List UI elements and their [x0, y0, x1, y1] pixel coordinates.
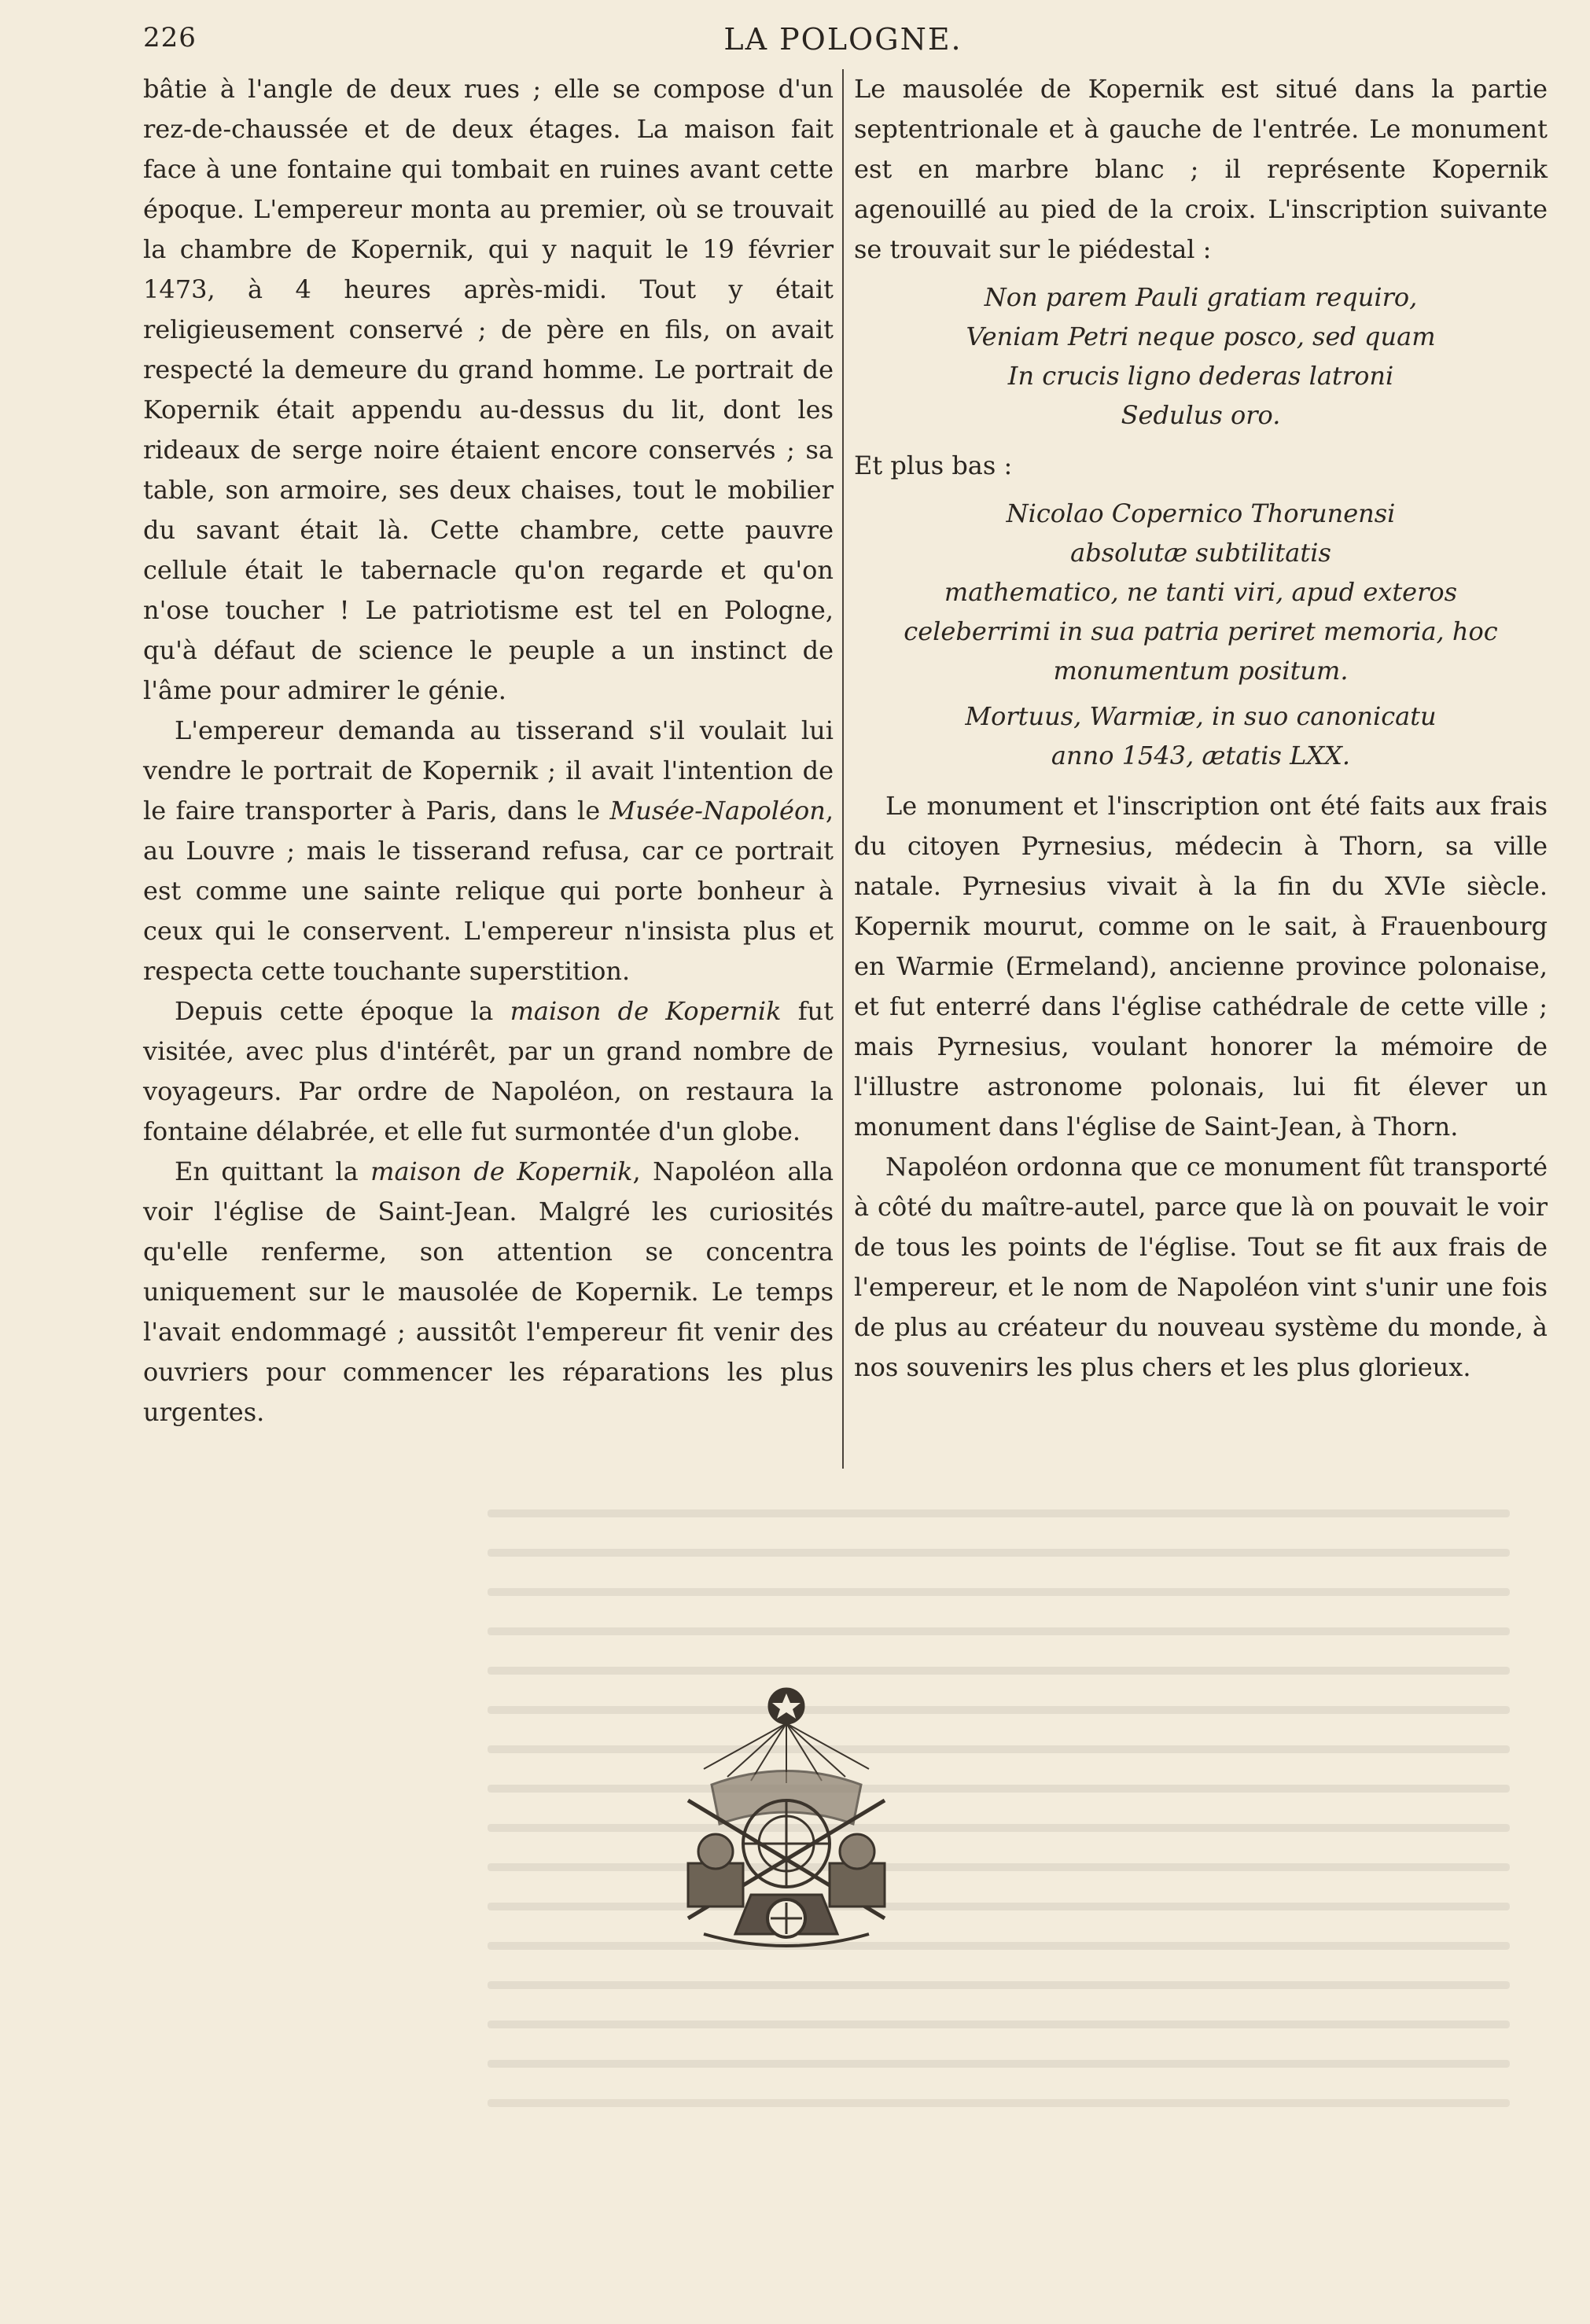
- bleed-through-text: [488, 1478, 1510, 2186]
- inscription-line: Mortuus, Warmiæ, in suo canonicatu: [965, 701, 1437, 731]
- verse-line: In crucis ligno dederas latroni: [1007, 361, 1394, 391]
- verse-line: Sedulus oro.: [1121, 400, 1281, 430]
- astronomy-trophy-vignette-icon: [657, 1682, 916, 1958]
- inscription-line: Nicolao Copernico Thorunensi: [1006, 498, 1396, 528]
- inscription-line: mathematico, ne tanti viri, apud exteros: [944, 577, 1458, 607]
- column-divider: [842, 69, 844, 1469]
- latin-verse: [854, 278, 1548, 435]
- verse-line: Non parem Pauli gratiam requiro,: [984, 282, 1418, 312]
- plus-bas-label: Et plus bas :: [854, 450, 1013, 480]
- latin-inscription: [854, 494, 1548, 775]
- inscription-line: celeberrimi in sua patria periret memoria, hoc: [904, 616, 1498, 646]
- left-paragraph-4: En quittant la maison de Kopernik, Napoléon alla voir l'église de Saint-Jean. Malgré les curiosités qu'elle renferme, son attention se concentra uniquement sur le mausolée de Kopernik. Le temps l'avait endommagé ; aussitôt l'empereur fit venir des ouvriers pour commencer les réparations les plus urgentes.: [143, 1156, 834, 1427]
- left-paragraph-3: Depuis cette époque la maison de Kopernik fut visitée, avec plus d'intérêt, par un grand nombre de voyageurs. Par ordre de Napoléon, on restaura la fontaine délabrée, et elle fut surmontée d'un globe.: [143, 996, 834, 1146]
- verse-line: Veniam Petri neque posco, sed quam: [966, 322, 1436, 351]
- italic-term: maison de Kopernik: [370, 1156, 633, 1186]
- inscription-line: absolutæ subtilitatis: [1070, 538, 1331, 568]
- italic-term: maison de Kopernik: [510, 996, 782, 1026]
- left-column: [143, 69, 834, 1432]
- running-title: LA POLOGNE.: [723, 22, 962, 57]
- right-paragraph-2: Le monument et l'inscription ont été faits aux frais du citoyen Pyrnesius, médecin à Thorn, sa ville natale. Pyrnesius vivait à la fin du XVIe siècle. Kopernik mourut, comme on le sait, à Frauenbourg en Warmie (Ermeland), ancienne province polonaise, et fut enterré dans l'église cathédrale de cette ville ; mais Pyrnesius, voulant honorer la mémoire de l'illustre astronome polonais, lui fit élever un monument dans l'église de Saint-Jean, à Thorn.: [854, 791, 1548, 1142]
- inscription-line: anno 1543, ætatis LXX.: [1051, 741, 1351, 770]
- right-paragraph-1: Le mausolée de Kopernik est situé dans la partie septentrionale et à gauche de l'entrée. Le monument est en marbre blanc ; il représente Kopernik agenouillé au pied de la croix. L'inscription suivante se trouvait sur le piédestal :: [854, 74, 1548, 264]
- italic-term: Musée-Napoléon: [609, 796, 826, 826]
- page-header: [143, 22, 1543, 60]
- right-paragraph-3: Napoléon ordonna que ce monument fût transporté à côté du maître-autel, parce que là on pouvait le voir de tous les points de l'église. Tout se fit aux frais de l'empereur, et le nom de Napoléon vint s'unir une fois de plus au créateur du nouveau système du monde, à nos souvenirs les plus chers et les plus glorieux.: [854, 1152, 1548, 1382]
- left-paragraph-1: bâtie à l'angle de deux rues ; elle se compose d'un rez-de-chaussée et de deux étages. La maison fait face à une fontaine qui tombait en ruines avant cette époque. L'empereur monta au premier, où se trouvait la chambre de Kopernik, qui y naquit le 19 février 1473, à 4 heures après-midi. Tout y était religieusement conservé ; de père en fils, on avait respecté la demeure du grand homme. Le portrait de Kopernik était appendu au-dessus du lit, dont les rideaux de serge noire étaient encore conservés ; sa table, son armoire, ses deux chaises, tout le mobilier du savant était là. Cette chambre, cette pauvre cellule était le tabernacle qu'on regarde et qu'on n'ose toucher ! Le patriotisme est tel en Pologne, qu'à défaut de science le peuple a un instinct de l'âme pour admirer le génie.: [143, 74, 834, 705]
- right-column: [854, 69, 1548, 1388]
- left-paragraph-2: L'empereur demanda au tisserand s'il voulait lui vendre le portrait de Kopernik ; il avait l'intention de le faire transporter à Paris, dans le Musée-Napoléon, au Louvre ; mais le tisserand refusa, car ce portrait est comme une sainte relique qui porte bonheur à ceux qui le conservent. L'empereur n'insista plus et respecta cette touchante superstition.: [143, 715, 834, 986]
- inscription-line: monumentum positum.: [1053, 656, 1349, 686]
- page-number: 226: [143, 22, 197, 53]
